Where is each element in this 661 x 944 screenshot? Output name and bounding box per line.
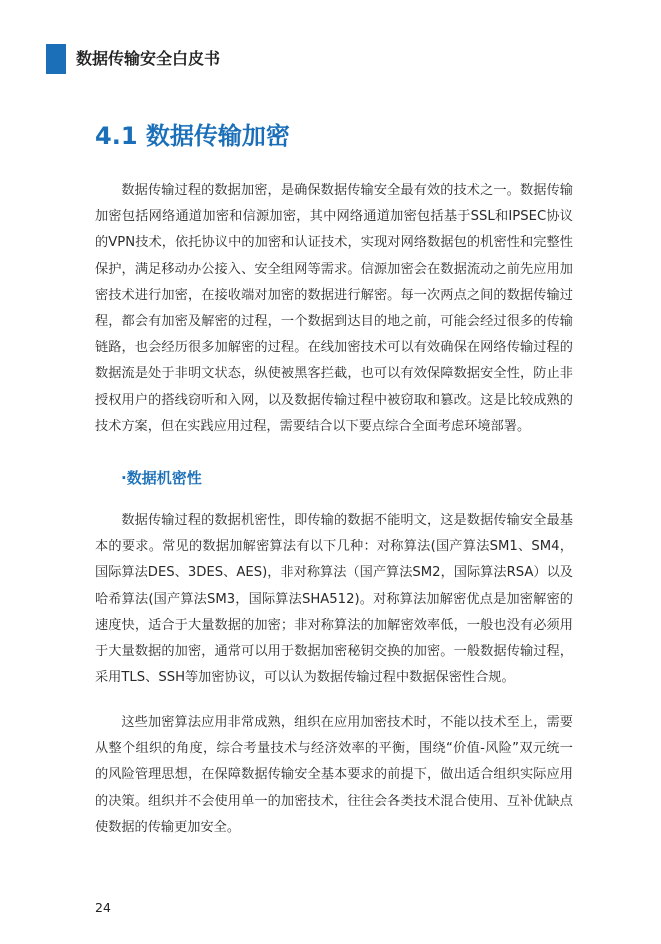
subsection-paragraph: 数据传输过程的数据机密性，即传输的数据不能明文，这是数据传输安全最基本的要求。常见的数据加解密算法有以下几种：对称算法(国产算法SM1、SM4，国际算法DES、3DES、AES)，非对称算法（国产算法SM2，国际算法RSA）以及哈希算法(国产算法SM3，国际算法SHA512)。对称算法加解密优点是加密解密的速度快，适合于大量数据的加密；非对称算法的加解密效率低，一般也没有必须用于大量数据的加密，通常可以用于数据加密秘钥交换的加密。一般数据传输过程，采用TLS、SSH等加密协议，可以认为数据传输过程中数据保密性合规。	[95, 513, 573, 686]
header-accent-bar	[46, 44, 66, 74]
subsection-paragraph: 这些加密算法应用非常成熟，组织在应用加密技术时，不能以技术至上，需要从整个组织的角度，综合考量技术与经济效率的平衡，围绕“价值-风险”双元统一的风险管理思想，在保障数据传输安全基本要求的前提下，做出适合组织实际应用的决策。组织并不会使用单一的加密技术，往往会各类技术混合使用、互补优缺点使数据的传输更加安全。	[95, 715, 573, 835]
section-paragraph: 数据传输过程的数据加密，是确保数据传输安全最有效的技术之一。数据传输加密包括网络通道加密和信源加密，其中网络通道加密包括基于SSL和IPSEC协议的VPN技术，依托协议中的加密和认证技术，实现对网络数据包的机密性和完整性保护，满足移动办公接入、安全组网等需求。信源加密会在数据流动之前先应用加密技术进行加密，在接收端对加密的数据进行解密。每一次两点之间的数据传输过程，都会有加密及解密的过程，一个数据到达目的地之前，可能会经过很多的传输链路，也会经历很多加解密的过程。在线加密技术可以有效确保在网络传输过程的数据流是处于非明文状态，纵使被黑客拦截，也可以有效保障数据安全性，防止非授权用户的搭线窃听和入网，以及数据传输过程中被窃取和篡改。这是比较成熟的技术方案，但在实践应用过程，需要结合以下要点综合全面考虑环境部署。	[95, 183, 573, 434]
page-number: 24	[95, 900, 111, 915]
document-title: 数据传输安全白皮书	[76, 49, 221, 68]
subsection-heading: ·数据机密性	[121, 469, 202, 487]
section-heading: 4.1 数据传输加密	[95, 122, 290, 150]
